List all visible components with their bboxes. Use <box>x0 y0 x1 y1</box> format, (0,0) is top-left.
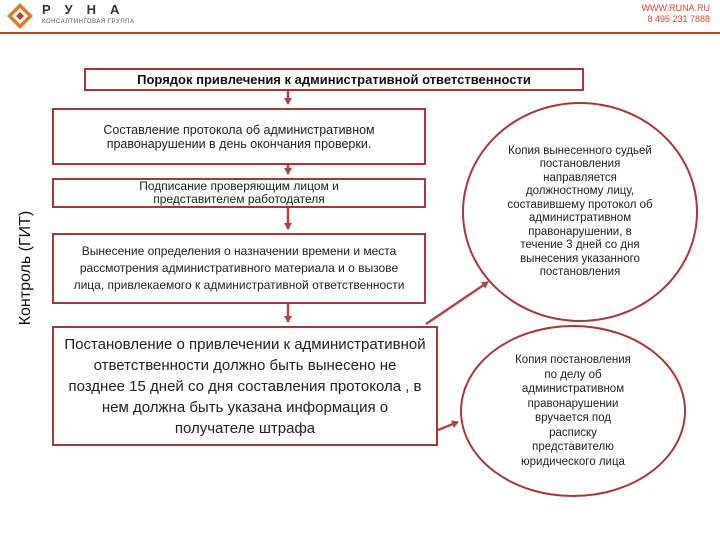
note-court-copy: Копия вынесенного судьей постановления направляется должностному лицу, составившему протокол об административном правонарушении, в течение 3 дней со дня вынесения указанного постановления <box>462 102 698 322</box>
step-resolution: Постановление о привлечении к административной ответственности должно быть вынесено не позднее 15 дней со дня составления протокола , в нем должна быть указана информация о получателе штрафа <box>52 326 438 446</box>
brand-name: РУНА <box>42 2 134 17</box>
step-signing: Подписание проверяющим лицом и представителем работодателя <box>52 178 426 208</box>
phone-number: 8 495 231 7888 <box>647 14 710 24</box>
arrow-to-note1 <box>426 282 488 324</box>
arrow-to-note2 <box>438 422 458 430</box>
brand-subtitle: КОНСАЛТИНГОВАЯ ГРУППА <box>42 19 135 25</box>
side-label: Контроль (ГИТ) <box>17 210 34 326</box>
diagram-title: Порядок привлечения к административной ответственности <box>84 68 584 91</box>
website-link[interactable]: WWW.RUNA.RU <box>641 3 710 13</box>
note-resolution-copy: Копия постановления по делу об административном правонарушении вручается под расписку представителю юридического лица <box>460 325 686 497</box>
step-protocol: Составление протокола об административном правонарушении в день окончания проверки. <box>52 108 426 165</box>
step-determination: Вынесение определения о назначении времени и места рассмотрения административного материала и о вызове лица, привлекаемого к административной ответственности <box>52 233 426 304</box>
